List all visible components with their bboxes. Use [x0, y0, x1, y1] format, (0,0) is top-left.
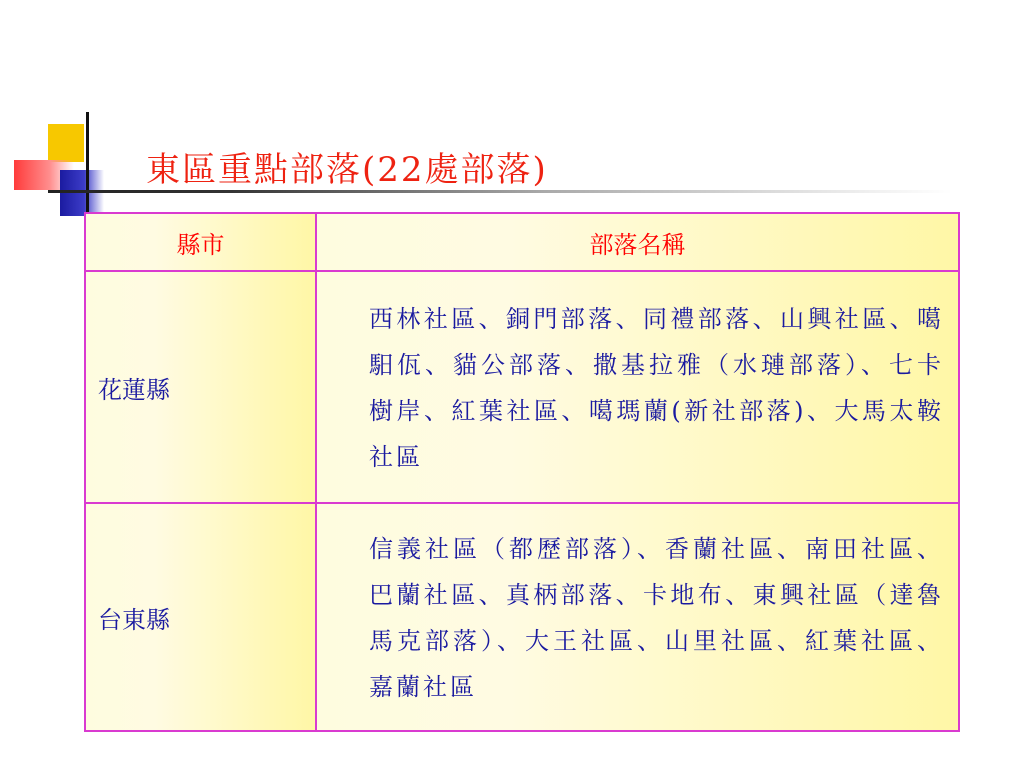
table-row [85, 271, 959, 503]
header-county: 縣市 [85, 213, 316, 271]
decor-yellow-square [48, 124, 84, 162]
decor-vertical-line [86, 112, 89, 214]
table-row [85, 503, 959, 731]
county-cell: 台東縣 [85, 503, 316, 731]
decor-blue-square [60, 170, 104, 216]
tribe-names-cell: 信義社區（都歷部落）、香蘭社區、南田社區、巴蘭社區、真柄部落、卡地布、東興社區（達魯馬克部落）、大王社區、山里社區、紅葉社區、嘉蘭社區 [316, 503, 959, 731]
slide-title: 東區重點部落(22處部落) [146, 150, 548, 190]
county-cell: 花蓮縣 [85, 271, 316, 503]
tribe-names-cell: 西林社區、銅門部落、同禮部落、山興社區、噶馹佤、貓公部落、撒基拉雅（水璉部落）、七卡樹岸、紅葉社區、噶瑪蘭(新社部落)、大馬太鞍社區 [316, 271, 959, 503]
header-tribe-names: 部落名稱 [316, 213, 959, 271]
tribes-table [84, 212, 960, 732]
table-header-row [85, 213, 959, 271]
